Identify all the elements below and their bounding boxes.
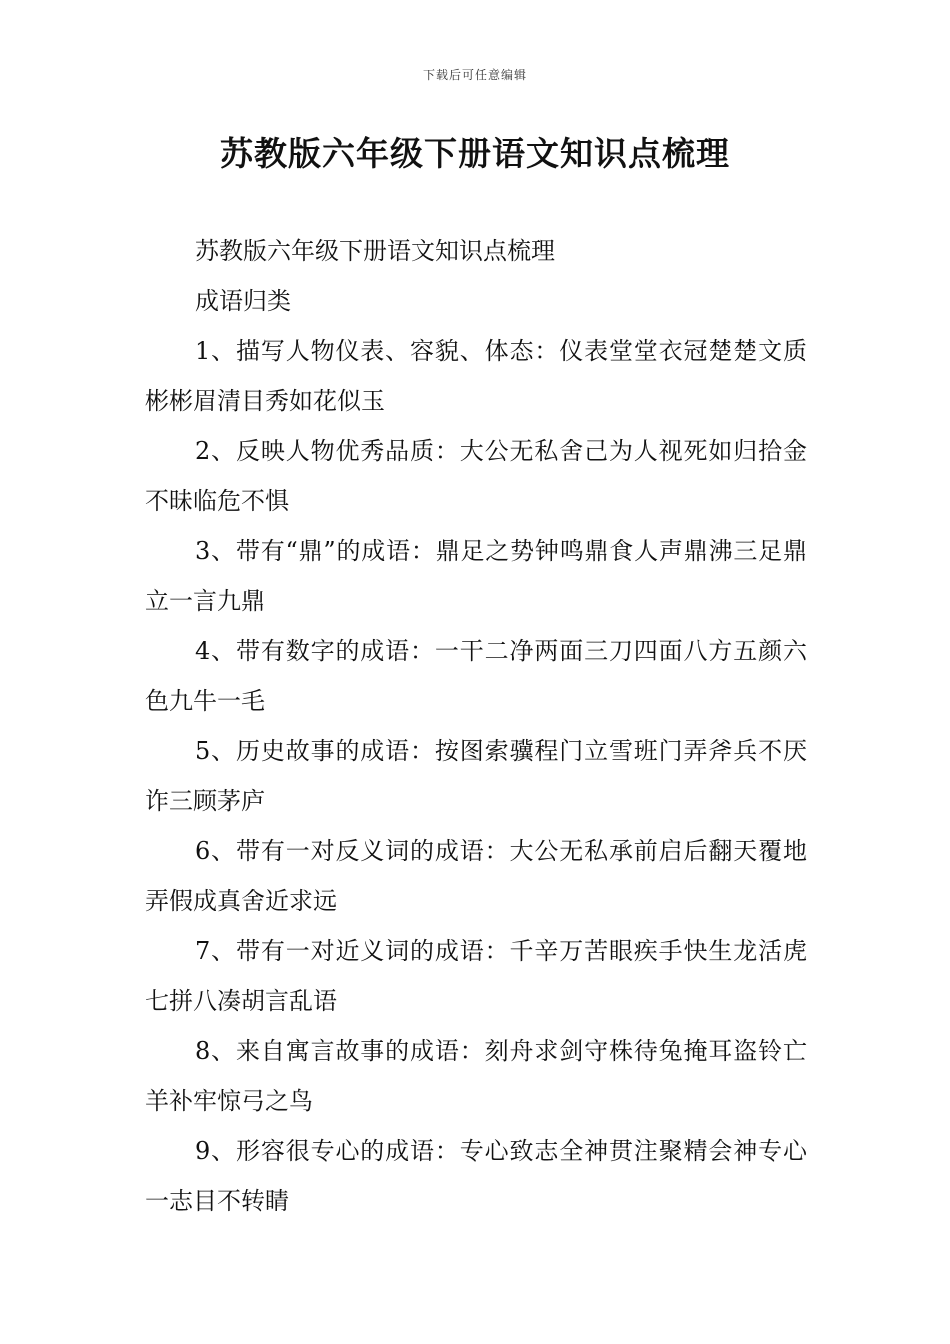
list-item: 9、形容很专心的成语：专心致志全神贯注聚精会神专心一志目不转睛 [145, 1137, 807, 1215]
list-item: 5、历史故事的成语：按图索骥程门立雪班门弄斧兵不厌诈三顾茅庐 [145, 737, 807, 815]
list-item: 2、反映人物优秀品质：大公无私舍己为人视死如归拾金不昧临危不惧 [145, 437, 807, 515]
list-item: 7、带有一对近义词的成语：千辛万苦眼疾手快生龙活虎七拼八凑胡言乱语 [145, 937, 807, 1015]
list-item: 3、带有“鼎”的成语：鼎足之势钟鸣鼎食人声鼎沸三足鼎立一言九鼎 [145, 537, 807, 615]
list-item: 6、带有一对反义词的成语：大公无私承前启后翻天覆地弄假成真舍近求远 [145, 837, 807, 915]
list-item: 4、带有数字的成语：一干二净两面三刀四面八方五颜六色九牛一毛 [145, 637, 807, 715]
list-item: 8、来自寓言故事的成语：刻舟求剑守株待兔掩耳盗铃亡羊补牢惊弓之鸟 [145, 1037, 807, 1115]
subtitle-paragraph: 苏教版六年级下册语文知识点梳理 [195, 237, 555, 265]
list-item: 1、描写人物仪表、容貌、体态：仪表堂堂衣冠楚楚文质彬彬眉清目秀如花似玉 [145, 337, 807, 415]
document-title: 苏教版六年级下册语文知识点梳理 [220, 134, 730, 173]
section-heading: 成语归类 [195, 287, 291, 315]
document-body [145, 226, 807, 1226]
header-note: 下载后可任意编辑 [422, 68, 527, 82]
